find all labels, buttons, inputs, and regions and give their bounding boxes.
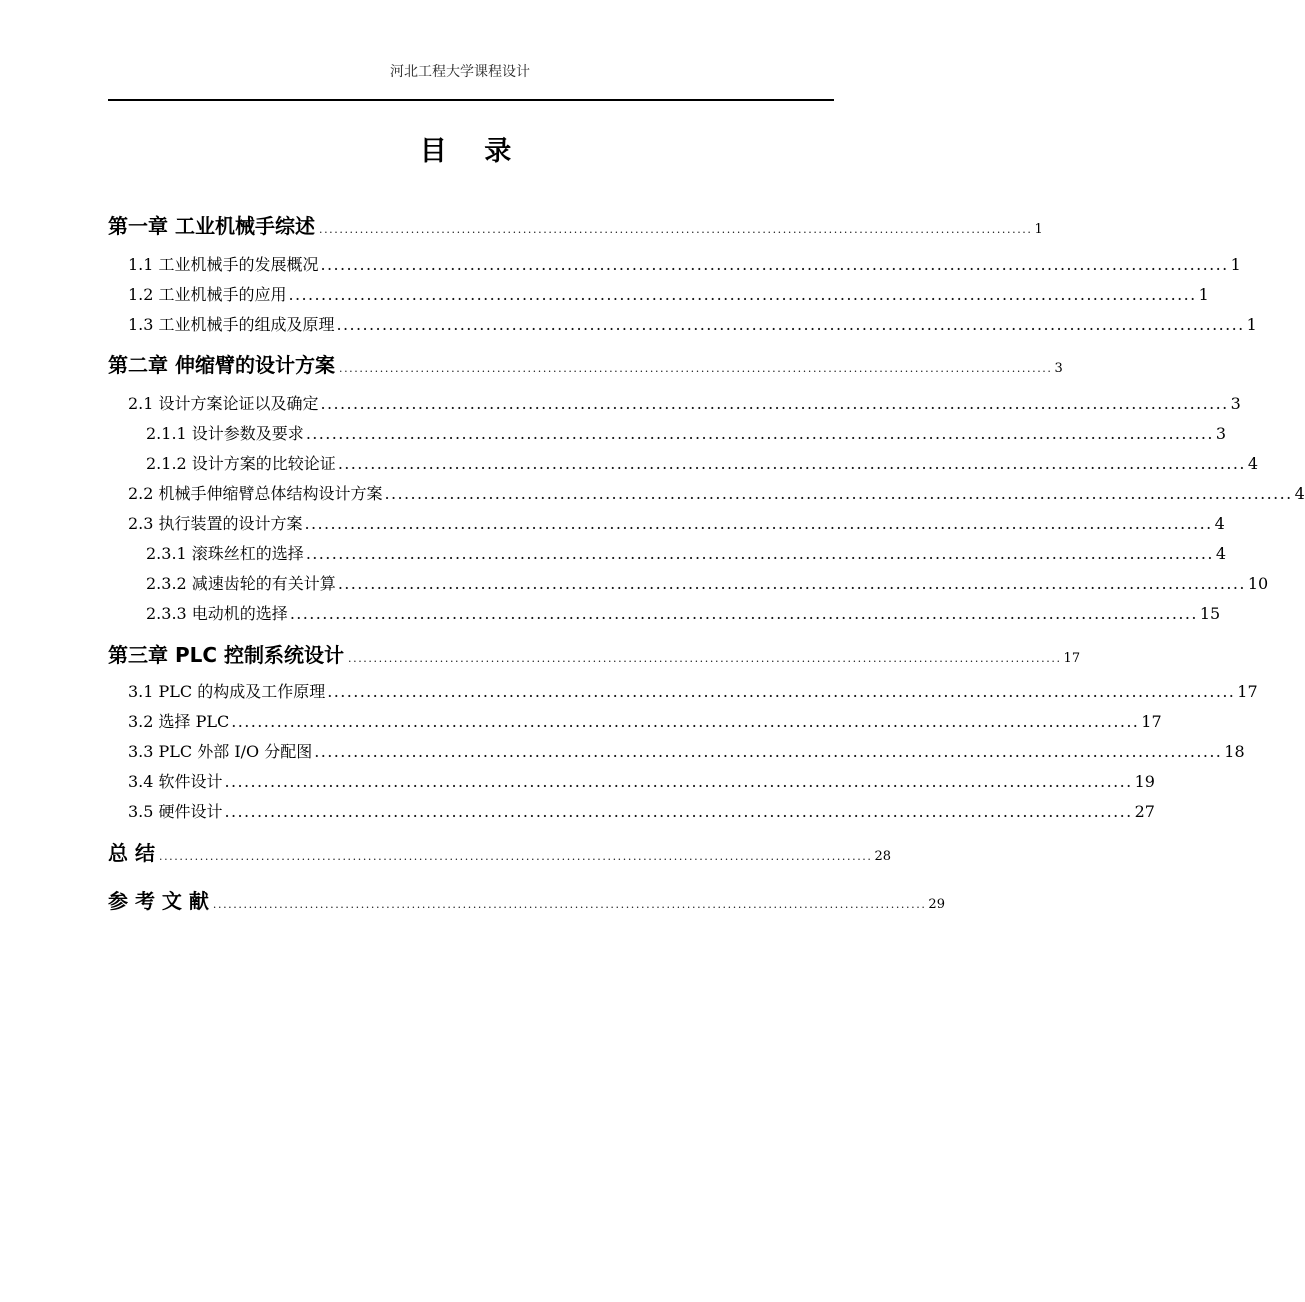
toc-entry-section-2-1[interactable] xyxy=(128,392,1241,416)
toc-leader-dots: ............................................................................................................................................ xyxy=(384,484,1293,503)
toc-entry-section-3-1[interactable] xyxy=(128,680,1258,704)
toc-entry-page: 28 xyxy=(874,849,892,864)
toc-leader-dots: ............................................................................................................................................ xyxy=(224,802,1133,821)
toc-entry-page: 29 xyxy=(928,897,945,912)
toc-leader-dots: ............................................................................................................................................ xyxy=(158,850,873,863)
toc-entry-page: 10 xyxy=(1247,574,1269,593)
toc-entry-label: 第三章 PLC 控制系统设计 xyxy=(108,643,345,667)
toc-entry-label: 2.3.3 电动机的选择 xyxy=(146,604,288,623)
toc-entry-section-2-3[interactable] xyxy=(128,512,1225,536)
toc-leader-dots: ............................................................................................................................................ xyxy=(320,394,1229,413)
toc-entry-label: 3.5 硬件设计 xyxy=(128,802,223,821)
toc-entry-page: 3 xyxy=(1230,394,1241,413)
toc-entry-label: 总 结 xyxy=(108,841,155,865)
toc-entry-page: 19 xyxy=(1134,772,1155,791)
toc-leader-dots: ............................................................................................................................................ xyxy=(337,574,1246,593)
toc-entry-label: 3.3 PLC 外部 I/O 分配图 xyxy=(128,742,313,761)
toc-entry-label: 第二章 伸缩臂的设计方案 xyxy=(108,353,335,377)
toc-entry-label: 1.2 工业机械手的应用 xyxy=(128,285,287,304)
toc-entry-section-2-2[interactable] xyxy=(128,482,1305,506)
toc-leader-dots: ............................................................................................................................................ xyxy=(231,712,1140,731)
toc-entry-label: 1.3 工业机械手的组成及原理 xyxy=(128,315,335,334)
toc-entry-page: 1 xyxy=(1230,255,1241,274)
toc-entry-label: 1.1 工业机械手的发展概况 xyxy=(128,255,319,274)
toc-leader-dots: ............................................................................................................................................ xyxy=(212,898,927,911)
toc-entry-page: 15 xyxy=(1199,604,1221,623)
toc-leader-dots: ............................................................................................................................................ xyxy=(288,285,1197,304)
toc-entry-section-2-3-3[interactable] xyxy=(146,602,1221,626)
toc-entry-label: 2.3.1 滚珠丝杠的选择 xyxy=(146,544,304,563)
toc-entry-chapter-1[interactable] xyxy=(108,211,1043,241)
toc-entry-section-3-3[interactable] xyxy=(128,740,1245,764)
toc-entry-section-2-1-2[interactable] xyxy=(146,452,1259,476)
toc-entry-chapter-3[interactable] xyxy=(108,640,1081,670)
toc-leader-dots: ............................................................................................................................................ xyxy=(348,652,1062,665)
toc-entry-page: 4 xyxy=(1294,484,1305,503)
toc-entry-page: 1 xyxy=(1198,285,1209,304)
toc-entry-label: 3.2 选择 PLC xyxy=(128,712,230,731)
toc-entry-page: 4 xyxy=(1247,454,1259,473)
toc-leader-dots: ............................................................................................................................................ xyxy=(305,544,1214,563)
toc-entry-page: 17 xyxy=(1063,651,1081,666)
toc-entry-label: 3.1 PLC 的构成及工作原理 xyxy=(128,682,326,701)
toc-entry-label: 参 考 文 献 xyxy=(108,889,209,913)
page-header: 河北工程大学课程设计 xyxy=(390,64,530,80)
toc-entry-section-3-5[interactable] xyxy=(128,800,1155,824)
toc-entry-label: 2.1.2 设计方案的比较论证 xyxy=(146,454,336,473)
toc-entry-summary[interactable] xyxy=(108,838,892,868)
toc-entry-section-2-3-2[interactable] xyxy=(146,572,1269,596)
toc-leader-dots: ............................................................................................................................................ xyxy=(318,223,1033,236)
toc-entry-section-2-1-1[interactable] xyxy=(146,422,1227,446)
toc-leader-dots: ............................................................................................................................................ xyxy=(338,362,1053,375)
toc-leader-dots: ............................................................................................................................................ xyxy=(304,514,1213,533)
toc-entry-label: 2.3 执行装置的设计方案 xyxy=(128,514,303,533)
toc-entry-label: 2.3.2 减速齿轮的有关计算 xyxy=(146,574,336,593)
toc-entry-page: 3 xyxy=(1054,361,1063,376)
toc-entry-label: 3.4 软件设计 xyxy=(128,772,223,791)
toc-entry-page: 17 xyxy=(1237,682,1258,701)
toc-entry-page: 4 xyxy=(1214,514,1225,533)
toc-entry-label: 2.1.1 设计参数及要求 xyxy=(146,424,304,443)
toc-entry-label: 2.1 设计方案论证以及确定 xyxy=(128,394,319,413)
toc-entry-section-2-3-1[interactable] xyxy=(146,542,1227,566)
toc-entry-page: 18 xyxy=(1224,742,1245,761)
toc-entry-page: 4 xyxy=(1215,544,1227,563)
toc-leader-dots: ............................................................................................................................................ xyxy=(314,742,1223,761)
toc-entry-page: 17 xyxy=(1141,712,1162,731)
toc-entry-label: 2.2 机械手伸缩臂总体结构设计方案 xyxy=(128,484,383,503)
toc-leader-dots: ............................................................................................................................................ xyxy=(327,682,1236,701)
toc-entry-page: 27 xyxy=(1134,802,1155,821)
toc-entry-page: 3 xyxy=(1215,424,1227,443)
toc-leader-dots: ............................................................................................................................................ xyxy=(336,315,1245,334)
toc-leader-dots: ............................................................................................................................................ xyxy=(289,604,1198,623)
toc-title: 目 录 xyxy=(419,136,526,167)
toc-entry-section-3-2[interactable] xyxy=(128,710,1162,734)
toc-entry-references[interactable] xyxy=(108,886,945,916)
toc-entry-page: 1 xyxy=(1246,315,1257,334)
toc-leader-dots: ............................................................................................................................................ xyxy=(224,772,1133,791)
toc-entry-section-1-2[interactable] xyxy=(128,283,1209,307)
toc-leader-dots: ............................................................................................................................................ xyxy=(305,424,1214,443)
toc-entry-section-1-1[interactable] xyxy=(128,253,1241,277)
toc-entry-page: 1 xyxy=(1034,222,1043,237)
toc-entry-section-3-4[interactable] xyxy=(128,770,1155,794)
toc-entry-label: 第一章 工业机械手综述 xyxy=(108,214,315,238)
toc-leader-dots: ............................................................................................................................................ xyxy=(320,255,1229,274)
toc-leader-dots: ............................................................................................................................................ xyxy=(337,454,1246,473)
toc-entry-section-1-3[interactable] xyxy=(128,313,1257,337)
toc-entry-chapter-2[interactable] xyxy=(108,350,1063,380)
